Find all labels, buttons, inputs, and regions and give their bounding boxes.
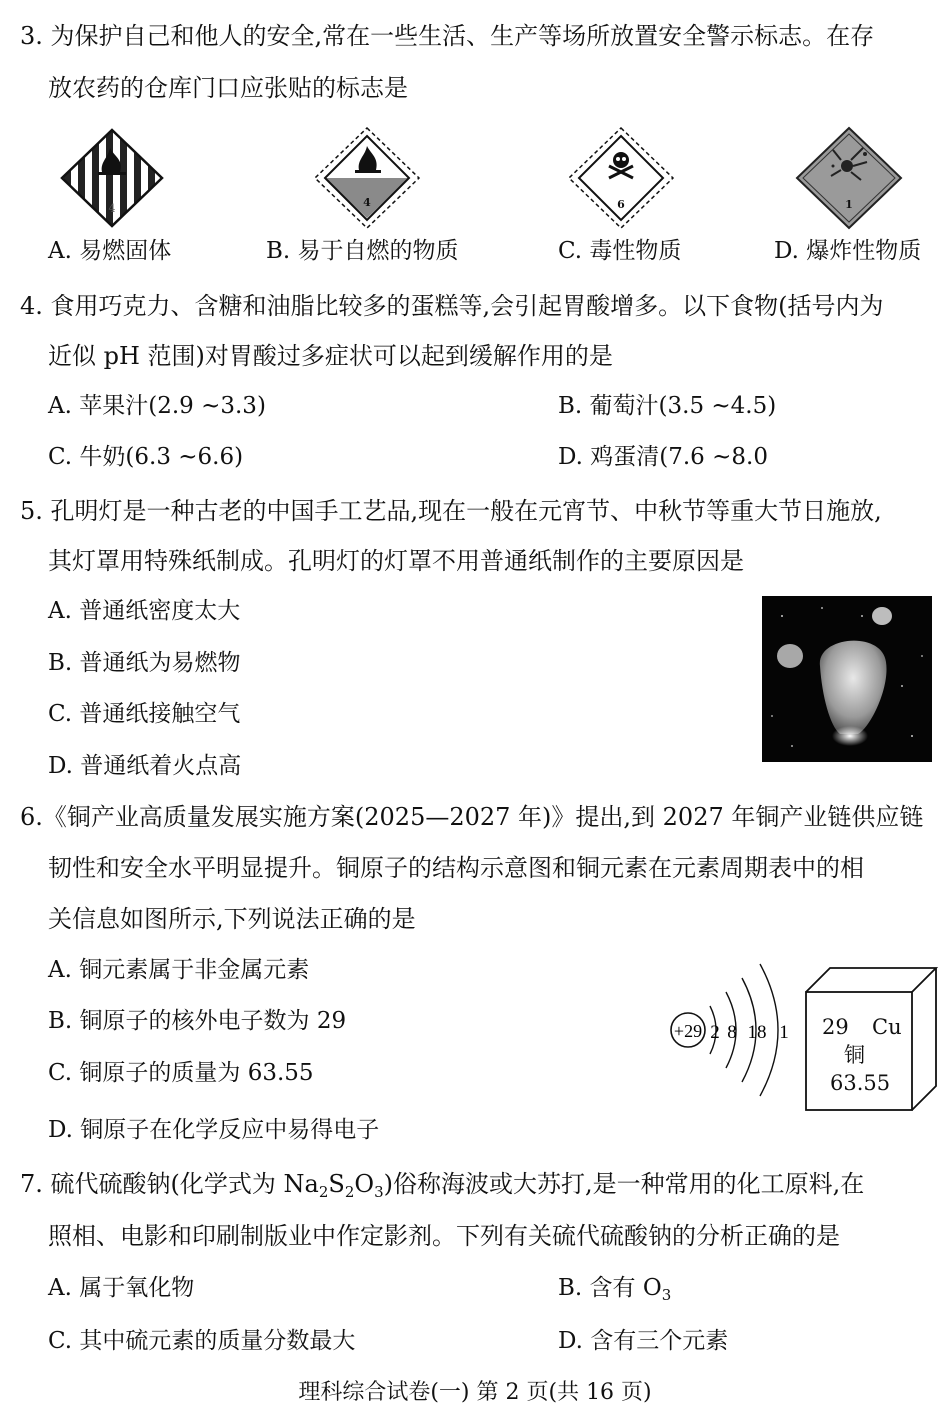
q7-option-a[interactable]: A. 属于氧化物 bbox=[48, 1275, 195, 1301]
q5-option-b[interactable]: B. 普通纸为易燃物 bbox=[48, 650, 241, 676]
q5-line2: 其灯罩用特殊纸制成。孔明灯的灯罩不用普通纸制作的主要原因是 bbox=[48, 547, 744, 575]
q4-option-b[interactable]: B. 葡萄汁(3.5 ~4.5) bbox=[558, 393, 777, 419]
sign-d-number: 1 bbox=[845, 198, 853, 211]
sign-a-number: 4 bbox=[108, 202, 116, 215]
q7-line1: 7. 硫代硫酸钠(化学式为 $Na_2S_2O_3$)俗称海波或大苏打,是一种常用的化工原料,在 bbox=[20, 1170, 865, 1201]
q3-option-c[interactable]: C. 毒性物质 bbox=[558, 238, 682, 264]
copper-atom-structure-diagram bbox=[664, 958, 806, 1100]
atom-nucleus-charge: +29 bbox=[673, 1021, 703, 1041]
q5-option-c[interactable]: C. 普通纸接触空气 bbox=[48, 701, 241, 727]
spontaneously-combustible-sign bbox=[313, 126, 421, 230]
element-name: 铜 bbox=[844, 1043, 865, 1067]
q4-option-a[interactable]: A. 苹果汁(2.9 ~3.3) bbox=[48, 393, 266, 419]
q6-option-b[interactable]: B. 铜原子的核外电子数为 29 bbox=[48, 1008, 347, 1034]
q6-line3: 关信息如图所示,下列说法正确的是 bbox=[48, 905, 416, 933]
element-symbol: Cu bbox=[872, 1015, 902, 1039]
q5-line1: 5. 孔明灯是一种古老的中国手工艺品,现在一般在元宵节、中秋节等重大节日施放, bbox=[20, 497, 882, 525]
q4-option-d[interactable]: D. 鸡蛋清(7.6 ~8.0 bbox=[558, 444, 768, 470]
q3-line2: 放农药的仓库门口应张贴的标志是 bbox=[48, 74, 408, 102]
q4-line2: 近似 pH 范围)对胃酸过多症状可以起到缓解作用的是 bbox=[48, 342, 613, 370]
page-footer: 理科综合试卷(一) 第 2 页(共 16 页) bbox=[298, 1380, 652, 1405]
q5-option-d[interactable]: D. 普通纸着火点高 bbox=[48, 753, 242, 779]
q6-option-d[interactable]: D. 铜原子在化学反应中易得电子 bbox=[48, 1117, 380, 1143]
q3-option-d[interactable]: D. 爆炸性物质 bbox=[774, 238, 922, 264]
q7-option-b[interactable]: B. 含有 $O_3$ bbox=[558, 1275, 672, 1304]
atom-shell-1: 2 bbox=[710, 1022, 720, 1043]
sign-c-number: 6 bbox=[617, 198, 625, 211]
q5-option-a[interactable]: A. 普通纸密度太大 bbox=[48, 598, 241, 624]
q7-option-d[interactable]: D. 含有三个元素 bbox=[558, 1328, 729, 1354]
q3-line1: 3. 为保护自己和他人的安全,常在一些生活、生产等场所放置安全警示标志。在存 bbox=[20, 22, 875, 50]
q6-option-a[interactable]: A. 铜元素属于非金属元素 bbox=[48, 957, 310, 983]
q7-option-c[interactable]: C. 其中硫元素的质量分数最大 bbox=[48, 1328, 356, 1354]
atom-shell-3: 18 bbox=[747, 1022, 767, 1043]
element-atomic-number: 29 bbox=[822, 1015, 849, 1039]
explosive-sign bbox=[795, 126, 903, 230]
toxic-substance-sign bbox=[567, 126, 675, 230]
atom-shell-4: 1 bbox=[779, 1022, 789, 1043]
q6-line1: 6.《铜产业高质量发展实施方案(2025—2027 年)》提出,到 2027 年铜产业链供应链 bbox=[20, 803, 924, 831]
atom-shell-2: 8 bbox=[727, 1022, 737, 1043]
sign-b-number: 4 bbox=[363, 196, 371, 209]
q4-line1: 4. 食用巧克力、含糖和油脂比较多的蛋糕等,会引起胃酸增多。以下食物(括号内为 bbox=[20, 292, 884, 320]
q6-option-c[interactable]: C. 铜原子的质量为 63.55 bbox=[48, 1060, 314, 1086]
sky-lantern-photo bbox=[762, 596, 932, 762]
q6-line2: 韧性和安全水平明显提升。铜原子的结构示意图和铜元素在元素周期表中的相 bbox=[48, 854, 864, 882]
q3-option-b[interactable]: B. 易于自燃的物质 bbox=[266, 238, 459, 264]
element-atomic-mass: 63.55 bbox=[830, 1071, 891, 1095]
q4-option-c[interactable]: C. 牛奶(6.3 ~6.6) bbox=[48, 444, 244, 470]
copper-element-cell bbox=[804, 966, 940, 1114]
flammable-solid-sign bbox=[58, 126, 166, 230]
q3-option-a[interactable]: A. 易燃固体 bbox=[48, 238, 172, 264]
q7-line2: 照相、电影和印刷制版业中作定影剂。下列有关硫代硫酸钠的分析正确的是 bbox=[48, 1222, 840, 1250]
